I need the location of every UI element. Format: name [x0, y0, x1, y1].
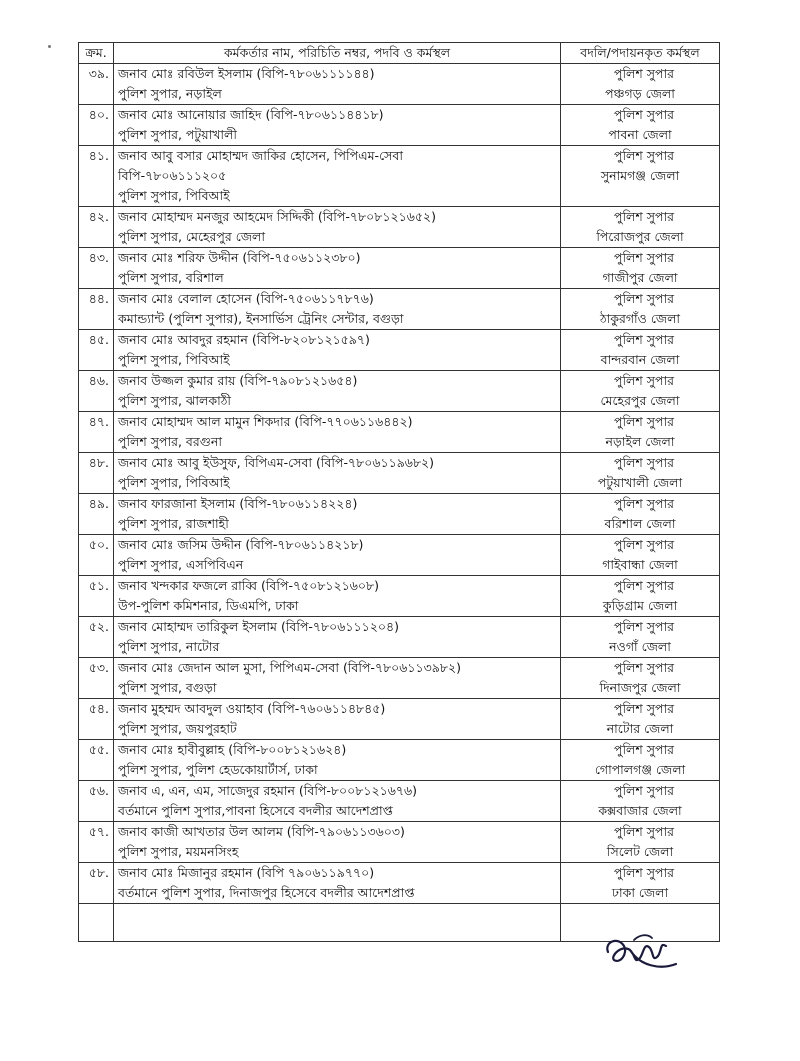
new-post-title: পুলিশ সুপার — [614, 250, 674, 265]
new-post-title: পুলিশ সুপার — [614, 373, 674, 388]
table-row — [79, 289, 720, 330]
officer-name: জনাব খন্দকার ফজলে রাব্বি (বিপি-৭৫০৮১২১৬০৮) — [118, 578, 380, 593]
officer-name: জনাব মোঃ হাবীবুল্লাহ (বিপি-৮০০৮১২১৬২৪) — [118, 742, 347, 757]
table-row — [79, 699, 720, 740]
officer-name: জনাব উজ্জল কুমার রায় (বিপি-৭৯০৮১২১৬৫৪) — [118, 373, 358, 388]
posting-cell — [561, 535, 720, 576]
officer-cell — [114, 453, 561, 494]
officer-name: জনাব মোঃ বেলাল হোসেন (বিপি-৭৫০৬১১৭৮৭৬) — [118, 291, 374, 306]
header-officer: কর্মকর্তার নাম, পরিচিতি নম্বর, পদবি ও কর্মস্থল — [114, 43, 561, 64]
officer-current-post: পুলিশ সুপার, মেহেরপুর জেলা — [118, 229, 265, 244]
officer-current-post: পুলিশ সুপার, ময়মনসিংহ — [118, 844, 239, 859]
officer-current-post: পুলিশ সুপার, বরগুনা — [118, 434, 222, 449]
new-post-district: কুড়িগ্রাম জেলা — [602, 598, 678, 613]
row-serial: ৪৫. — [79, 330, 114, 371]
new-post-district: মেহেরপুর জেলা — [600, 393, 680, 408]
officer-name: জনাব মোঃ আবদুর রহমান (বিপি-৮২০৮১২১৫৯৭) — [118, 332, 370, 347]
new-post-title: পুলিশ সুপার — [614, 619, 674, 634]
officer-name: জনাব মোঃ রবিউল ইসলাম (বিপি-৭৮০৬১১১১৪৪) — [118, 66, 375, 81]
officer-current-post: পুলিশ সুপার, বগুড়া — [118, 680, 217, 695]
officer-cell — [114, 146, 561, 207]
posting-cell — [561, 863, 720, 904]
posting-cell — [561, 576, 720, 617]
posting-cell — [561, 64, 720, 105]
row-serial: ৫৬. — [79, 781, 114, 822]
table-row — [79, 740, 720, 781]
officer-current-post: পুলিশ সুপার, বরিশাল — [118, 270, 224, 285]
table-row — [79, 617, 720, 658]
new-post-title: পুলিশ সুপার — [614, 496, 674, 511]
posting-cell — [561, 289, 720, 330]
row-serial: ৫০. — [79, 535, 114, 576]
officer-name: জনাব মোঃ শরিফ উদ্দীন (বিপি-৭৫০৬১১২৩৮০) — [118, 250, 361, 265]
row-serial: ৪৪. — [79, 289, 114, 330]
table-row — [79, 781, 720, 822]
row-serial: ৪৯. — [79, 494, 114, 535]
empty-cell — [79, 904, 114, 942]
new-post-district: গাজীপুর জেলা — [602, 270, 678, 285]
new-post-title: পুলিশ সুপার — [614, 291, 674, 306]
table-row — [79, 658, 720, 699]
table-row — [79, 494, 720, 535]
officer-name: জনাব মোঃ আবু ইউসুফ, বিপিএম-সেবা (বিপি-৭৮০৬১১৯৬৮২) — [118, 455, 435, 470]
table-row — [79, 330, 720, 371]
table-row — [79, 371, 720, 412]
row-serial: ৫৩. — [79, 658, 114, 699]
new-post-district: নড়াইল জেলা — [605, 434, 675, 449]
officer-name: জনাব এ, এন, এম, সাজেদুর রহমান (বিপি-৮০০৮১২১৬৭৬) — [118, 783, 417, 798]
officer-name: জনাব মোহাম্মদ তারিকুল ইসলাম (বিপি-৭৮০৬১১১২০৪) — [118, 619, 400, 634]
new-post-district: সুনামগঞ্জ জেলা — [600, 168, 680, 183]
officer-current-post: পুলিশ সুপার, নাটোর — [118, 639, 220, 654]
new-post-title: পুলিশ সুপার — [614, 742, 674, 757]
officer-cell — [114, 740, 561, 781]
officer-current-post: পুলিশ সুপার, পটুয়াখালী — [118, 127, 237, 142]
officer-current-post: পুলিশ সুপার, নড়াইল — [118, 86, 222, 101]
new-post-title: পুলিশ সুপার — [614, 824, 674, 839]
new-post-title: পুলিশ সুপার — [614, 578, 674, 593]
posting-cell — [561, 699, 720, 740]
new-post-district: ঠাকুরগাঁও জেলা — [599, 311, 681, 326]
officer-current-post: বর্তমানে পুলিশ সুপার,পাবনা হিসেবে বদলীর আদেশপ্রাপ্ত — [118, 803, 393, 818]
officer-cell — [114, 371, 561, 412]
posting-cell — [561, 494, 720, 535]
officer-cell — [114, 699, 561, 740]
new-post-title: পুলিশ সুপার — [614, 865, 674, 880]
header-posting: বদলি/পদায়নকৃত কর্মস্থল — [561, 43, 720, 64]
new-post-district: বরিশাল জেলা — [604, 516, 676, 531]
row-serial: ৪৭. — [79, 412, 114, 453]
row-serial: ৫৪. — [79, 699, 114, 740]
posting-cell — [561, 617, 720, 658]
posting-cell — [561, 740, 720, 781]
header-serial: ক্রম. — [79, 43, 114, 64]
posting-cell — [561, 822, 720, 863]
table-row — [79, 576, 720, 617]
posting-cell — [561, 453, 720, 494]
table-row — [79, 863, 720, 904]
officer-name: জনাব আবু বসার মোহাম্মদ জাকির হোসেন, পিপিএম-সেবা — [118, 148, 403, 163]
officer-cell — [114, 494, 561, 535]
row-serial: ৪৬. — [79, 371, 114, 412]
officer-name: জনাব মোঃ জেদান আল মুসা, পিপিএম-সেবা (বিপি-৭৮০৬১১৩৯৮২) — [118, 660, 462, 675]
table-row — [79, 64, 720, 105]
new-post-title: পুলিশ সুপার — [614, 66, 674, 81]
officer-cell — [114, 330, 561, 371]
officer-current-post: পুলিশ সুপার, পুলিশ হেডকোয়ার্টার্স, ঢাকা — [118, 762, 318, 777]
new-post-title: পুলিশ সুপার — [614, 455, 674, 470]
table-row — [79, 535, 720, 576]
officer-cell — [114, 105, 561, 146]
table-row — [79, 453, 720, 494]
officer-name: জনাব মোঃ মিজানুর রহমান (বিপি ৭৯০৬১১৯৭৭০) — [118, 865, 375, 880]
table-row — [79, 207, 720, 248]
row-serial: ৫৮. — [79, 863, 114, 904]
empty-cell — [114, 904, 561, 942]
row-serial: ৪০. — [79, 105, 114, 146]
new-post-district: নাটোর জেলা — [606, 721, 674, 736]
new-post-title: পুলিশ সুপার — [614, 209, 674, 224]
new-post-title: পুলিশ সুপার — [614, 701, 674, 716]
row-serial: ৪১. — [79, 146, 114, 207]
officer-cell — [114, 289, 561, 330]
new-post-district: পঞ্চগড় জেলা — [605, 86, 675, 101]
row-serial: ৪৩. — [79, 248, 114, 289]
row-serial: ৫১. — [79, 576, 114, 617]
officer-current-post: উপ-পুলিশ কমিশনার, ডিএমপি, ঢাকা — [118, 598, 299, 613]
new-post-district: গোপালগঞ্জ জেলা — [594, 762, 686, 777]
table-header-row — [79, 43, 720, 64]
new-post-district: দিনাজপুর জেলা — [599, 680, 681, 695]
officer-name: জনাব কাজী আখতার উল আলম (বিপি-৭৯০৬১১৩৬০৩) — [118, 824, 405, 839]
row-serial: ৫২. — [79, 617, 114, 658]
new-post-district: পিরোজপুর জেলা — [596, 229, 684, 244]
new-post-district: নওগাঁ জেলা — [609, 639, 671, 654]
posting-cell — [561, 658, 720, 699]
officer-cell — [114, 535, 561, 576]
officer-cell — [114, 576, 561, 617]
officer-name: জনাব মোঃ আনোয়ার জাহিদ (বিপি-৭৮০৬১১৪৪১৮) — [118, 107, 384, 122]
new-post-title: পুলিশ সুপার — [614, 332, 674, 347]
new-post-district: ঢাকা জেলা — [611, 885, 669, 900]
new-post-district: গাইবান্ধা জেলা — [602, 557, 678, 572]
row-serial: ৫৭. — [79, 822, 114, 863]
new-post-title: পুলিশ সুপার — [614, 660, 674, 675]
new-post-title: পুলিশ সুপার — [614, 537, 674, 552]
officer-current-post: পুলিশ সুপার, পিবিআই — [118, 188, 230, 203]
officer-cell — [114, 64, 561, 105]
table-row — [79, 146, 720, 207]
officer-current-post: বিপি-৭৮০৬১১১২০৫ — [118, 168, 227, 183]
posting-cell — [561, 146, 720, 207]
officer-cell — [114, 207, 561, 248]
new-post-district: কক্সবাজার জেলা — [598, 803, 682, 818]
officer-name: জনাব মোহাম্মদ মনজুর আহমেদ সিদ্দিকী (বিপি-৭৮০৮১২১৬৫২) — [118, 209, 436, 224]
officer-cell — [114, 863, 561, 904]
officer-name: জনাব মোহাম্মদ আল মামুন শিকদার (বিপি-৭৭০৬১১৬৪৪২) — [118, 414, 413, 429]
posting-cell — [561, 781, 720, 822]
new-post-district: পাবনা জেলা — [608, 127, 672, 142]
officer-cell — [114, 822, 561, 863]
new-post-title: পুলিশ সুপার — [614, 107, 674, 122]
posting-cell — [561, 105, 720, 146]
officer-name: জনাব মোঃ জসিম উদ্দীন (বিপি-৭৮০৬১১৪২১৮) — [118, 537, 364, 552]
posting-cell — [561, 371, 720, 412]
transfer-table — [78, 42, 720, 942]
officer-name: জনাব মুহম্মদ আবদুল ওয়াহাব (বিপি-৭৬০৬১১৪৮৪৫) — [118, 701, 386, 716]
table-body — [79, 64, 720, 942]
row-serial: ৪২. — [79, 207, 114, 248]
new-post-title: পুলিশ সুপার — [614, 783, 674, 798]
signature — [600, 930, 680, 974]
new-post-district: সিলেট জেলা — [606, 844, 674, 859]
officer-cell — [114, 617, 561, 658]
row-serial: ৩৯. — [79, 64, 114, 105]
officer-current-post: পুলিশ সুপার, ঝালকাঠী — [118, 393, 231, 408]
posting-cell — [561, 330, 720, 371]
new-post-district: বান্দরবান জেলা — [600, 352, 680, 367]
officer-name: জনাব ফারজানা ইসলাম (বিপি-৭৮০৬১১৪২২৪) — [118, 496, 358, 511]
officer-cell — [114, 781, 561, 822]
page-mark — [48, 45, 51, 48]
posting-cell — [561, 412, 720, 453]
officer-current-post: পুলিশ সুপার, পিবিআই — [118, 352, 230, 367]
officer-cell — [114, 248, 561, 289]
row-serial: ৪৮. — [79, 453, 114, 494]
table-row — [79, 105, 720, 146]
posting-cell — [561, 207, 720, 248]
officer-cell — [114, 658, 561, 699]
posting-cell — [561, 248, 720, 289]
officer-current-post: পুলিশ সুপার, রাজশাহী — [118, 516, 229, 531]
table-row — [79, 248, 720, 289]
new-post-title: পুলিশ সুপার — [614, 148, 674, 163]
table-row — [79, 822, 720, 863]
officer-current-post: পুলিশ সুপার, এসপিবিএন — [118, 557, 244, 572]
officer-current-post: পুলিশ সুপার, পিবিআই — [118, 475, 230, 490]
officer-current-post: কমান্ড্যান্ট (পুলিশ সুপার), ইনসার্ভিস ট্রেনিং সেন্টার, বগুড়া — [118, 311, 404, 326]
new-post-district: পটুয়াখালী জেলা — [597, 475, 683, 490]
table-row — [79, 412, 720, 453]
row-serial: ৫৫. — [79, 740, 114, 781]
officer-cell — [114, 412, 561, 453]
officer-current-post: বর্তমানে পুলিশ সুপার, দিনাজপুর হিসেবে বদলীর আদেশপ্রাপ্ত — [118, 885, 415, 900]
officer-current-post: পুলিশ সুপার, জয়পুরহাট — [118, 721, 237, 736]
new-post-title: পুলিশ সুপার — [614, 414, 674, 429]
